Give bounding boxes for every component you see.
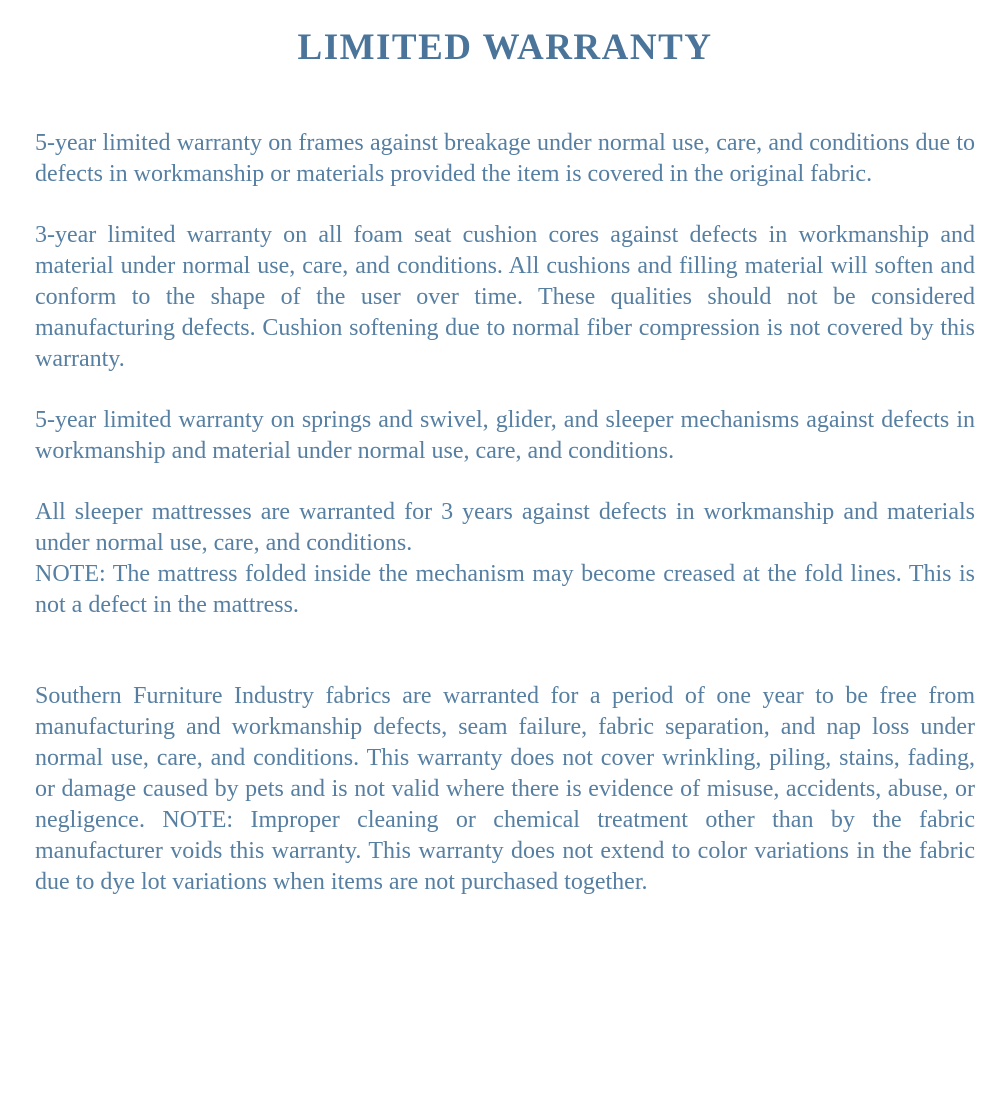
sleeper-mattress-warranty-text: All sleeper mattresses are warranted for 3 years against defects in workmanship and materials under normal use, care, and conditions.	[35, 499, 975, 556]
paragraph-frame-warranty: 5-year limited warranty on frames against breakage under normal use, care, and conditions due to defects in workmanship or materials provided the item is covered in the original fabric.	[35, 130, 975, 187]
page-title: LIMITED WARRANTY	[297, 27, 713, 68]
paragraph-cushion-warranty: 3-year limited warranty on all foam seat cushion cores against defects in workmanship and material under normal use, care, and conditions. All cushions and filling material will soften and conform to the shape of the user over time. These qualities should not be considered manufacturing defects. Cushion softening due to normal fiber compression is not covered by this warranty.	[35, 222, 975, 372]
paragraph-sleeper-mattress-warranty	[35, 497, 975, 621]
paragraph-springs-mechanisms-warranty: 5-year limited warranty on springs and swivel, glider, and sleeper mechanisms against defects in workmanship and material under normal use, care, and conditions.	[35, 407, 975, 464]
paragraph-fabric-warranty: Southern Furniture Industry fabrics are warranted for a period of one year to be free from manufacturing and workmanship defects, seam failure, fabric separation, and nap loss under normal use, care, and conditions. This warranty does not cover wrinkling, piling, stains, fading, or damage caused by pets and is not valid where there is evidence of misuse, accidents, abuse, or negligence. NOTE: Improper cleaning or chemical treatment other than by the fabric manufacturer voids this warranty. This warranty does not extend to color variations in the fabric due to dye lot variations when items are not purchased together.	[35, 683, 975, 895]
sleeper-mattress-warranty-note: NOTE: The mattress folded inside the mechanism may become creased at the fold lines. This is not a defect in the mattress.	[35, 561, 975, 618]
